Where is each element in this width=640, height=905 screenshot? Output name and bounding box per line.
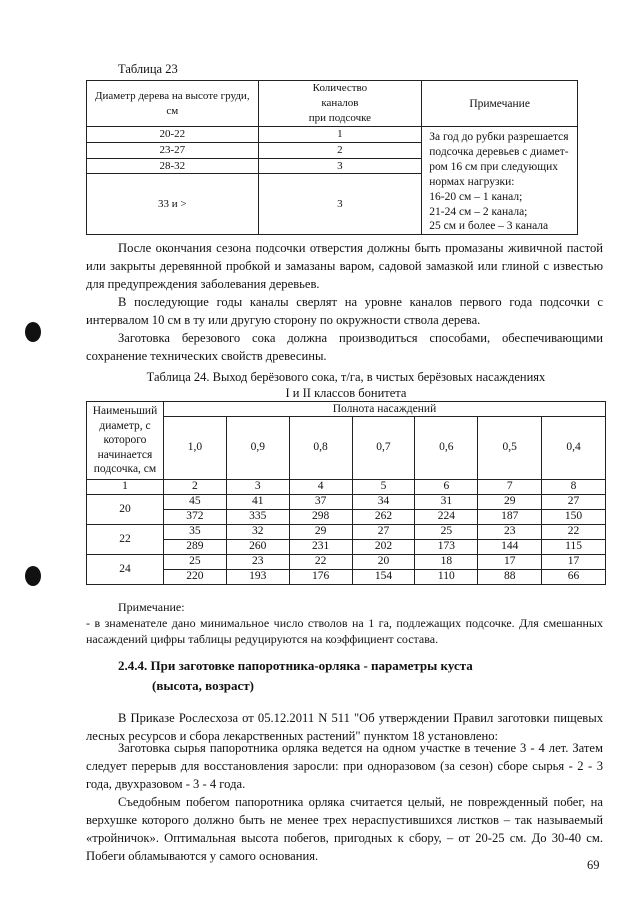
cell-value: 144: [478, 539, 542, 554]
table-row: [87, 524, 606, 539]
cell-value: 31: [415, 494, 478, 509]
cell-note: За год до рубки разрешается подсочка деревьев с диамет- ром 16 см при следующих нормах нагрузки: 16-20 см – 1 канал; 21-24 см – 2 канала; 25 см и более – 3 канала: [422, 127, 578, 235]
column-number: 7: [478, 479, 542, 494]
table-header-row: [87, 402, 606, 417]
header-density: 1,0: [163, 417, 226, 479]
cell-value: 34: [352, 494, 415, 509]
header-density: 0,7: [352, 417, 415, 479]
cell-value: 176: [289, 569, 352, 584]
cell-diameter: 28-32: [87, 158, 259, 174]
table23-caption: Таблица 23: [118, 62, 178, 76]
paragraph: Заготовка сырья папоротника орляка ведется на одном участке в течение 3 - 4 лет. Затем следует перерыв для восстановления заросли: при одноразовом (за сезон) сборе сырья - 2 - 3 года, двухразовом - 3 - 4 года.: [86, 741, 603, 791]
page-number: 69: [587, 858, 600, 872]
cell-value: 35: [163, 524, 226, 539]
cell-channels: 3: [258, 174, 422, 235]
cell-value: 260: [226, 539, 289, 554]
cell-channels: 3: [258, 158, 422, 174]
cell-value: 224: [415, 509, 478, 524]
cell-diameter: 20-22: [87, 127, 259, 143]
cell-value: 23: [478, 524, 542, 539]
table-23: [86, 80, 578, 235]
cell-value: 154: [352, 569, 415, 584]
cell-value: 372: [163, 509, 226, 524]
cell-value: 110: [415, 569, 478, 584]
column-number: 3: [226, 479, 289, 494]
cell-value: 41: [226, 494, 289, 509]
cell-diameter: 20: [87, 494, 164, 524]
cell-value: 298: [289, 509, 352, 524]
cell-value: 193: [226, 569, 289, 584]
cell-value: 25: [415, 524, 478, 539]
cell-value: 32: [226, 524, 289, 539]
cell-value: 173: [415, 539, 478, 554]
note-text: - в знаменателе дано минимальное число стволов на 1 га, подлежащих подсочке. Для смешанных насаждений цифры таблицы редуцируются на коэффициент состава.: [86, 616, 603, 646]
cell-value: 262: [352, 509, 415, 524]
cell-channels: 2: [258, 142, 422, 158]
column-number: 1: [87, 479, 164, 494]
table24-caption: Таблица 24. Выход берёзового сока, т/га, в чистых берёзовых насаждениях: [146, 370, 546, 384]
column-number: 5: [352, 479, 415, 494]
table-row: [87, 569, 606, 584]
cell-value: 289: [163, 539, 226, 554]
cell-value: 88: [478, 569, 542, 584]
cell-value: 23: [226, 554, 289, 569]
cell-value: 231: [289, 539, 352, 554]
cell-value: 27: [542, 494, 606, 509]
cell-value: 22: [289, 554, 352, 569]
paragraph: После окончания сезона подсочки отверстия должны быть промазаны живичной пастой или закрыты деревянной пробкой и замазаны варом, садовой замазкой или глиной с известью для предупреждения заболевания деревьев.: [86, 241, 603, 291]
cell-diameter: 23-27: [87, 142, 259, 158]
header-density: 0,4: [542, 417, 606, 479]
cell-value: 29: [289, 524, 352, 539]
table-row: [87, 554, 606, 569]
cell-value: 17: [478, 554, 542, 569]
paragraph: Заготовка березового сока должна производиться способами, обеспечивающими сохранение технических свойств древесины.: [86, 331, 603, 363]
cell-value: 66: [542, 569, 606, 584]
cell-value: 150: [542, 509, 606, 524]
paragraph: В последующие годы каналы сверлят на уровне каналов первого года подсочки с интервалом 10 см в ту или другую сторону по окружности ствола дерева.: [86, 295, 603, 327]
cell-diameter: 24: [87, 554, 164, 584]
cell-value: 22: [542, 524, 606, 539]
cell-channels: 1: [258, 127, 422, 143]
column-number: 2: [163, 479, 226, 494]
cell-value: 20: [352, 554, 415, 569]
cell-value: 220: [163, 569, 226, 584]
table-row: [87, 509, 606, 524]
header-density: 0,5: [478, 417, 542, 479]
cell-value: 17: [542, 554, 606, 569]
paragraph: Съедобным побегом папоротника орляка считается целый, не поврежденный побег, на верхушке которого должно быть не менее трех нераспустившихся листков – так называемый «тройничок». Оптимальная высота побегов, пригодных к сбору, – от 20-25 см. До 30-40 см. Побеги обламываются у самого основания.: [86, 795, 603, 863]
table-header-row: [87, 81, 578, 127]
cell-diameter: 33 и >: [87, 174, 259, 235]
column-number: 8: [542, 479, 606, 494]
paragraph: В Приказе Рослесхоза от 05.12.2011 N 511 "Об утверждении Правил заготовки пищевых лесных ресурсов и сбора лекарственных растений" пунктом 18 установлено:: [86, 711, 603, 743]
header-density-group: Полнота насаждений: [163, 402, 605, 417]
header-density: 0,9: [226, 417, 289, 479]
cell-value: 45: [163, 494, 226, 509]
column-number: 6: [415, 479, 478, 494]
cell-value: 18: [415, 554, 478, 569]
header-density: 0,6: [415, 417, 478, 479]
section-heading-sub: (высота, возраст): [152, 678, 255, 693]
cell-value: 27: [352, 524, 415, 539]
table-row: [87, 494, 606, 509]
table-row: [87, 539, 606, 554]
cell-value: 335: [226, 509, 289, 524]
punch-hole-top: [25, 322, 41, 342]
header-note: Примечание: [422, 81, 578, 127]
cell-value: 187: [478, 509, 542, 524]
punch-hole-bottom: [25, 566, 41, 586]
section-heading: 2.4.4. При заготовке папоротника-орляка - параметры куста: [118, 658, 473, 673]
cell-value: 115: [542, 539, 606, 554]
cell-diameter: 22: [87, 524, 164, 554]
table-header-row: [87, 417, 606, 479]
cell-value: 202: [352, 539, 415, 554]
header-channels: Количество каналов при подсочке: [258, 81, 422, 127]
header-min-diameter: Наименьший диаметр, с которого начинается подсочка, см: [87, 402, 164, 480]
column-number-row: [87, 479, 606, 494]
table24-caption-sub: I и II классов бонитета: [285, 386, 407, 400]
header-density: 0,8: [289, 417, 352, 479]
cell-value: 37: [289, 494, 352, 509]
table-24: [86, 401, 606, 585]
header-diameter: Диаметр дерева на высоте груди, см: [87, 81, 259, 127]
cell-value: 25: [163, 554, 226, 569]
cell-value: 29: [478, 494, 542, 509]
column-number: 4: [289, 479, 352, 494]
table-row: [87, 127, 578, 143]
note-title: Примечание:: [118, 600, 185, 614]
